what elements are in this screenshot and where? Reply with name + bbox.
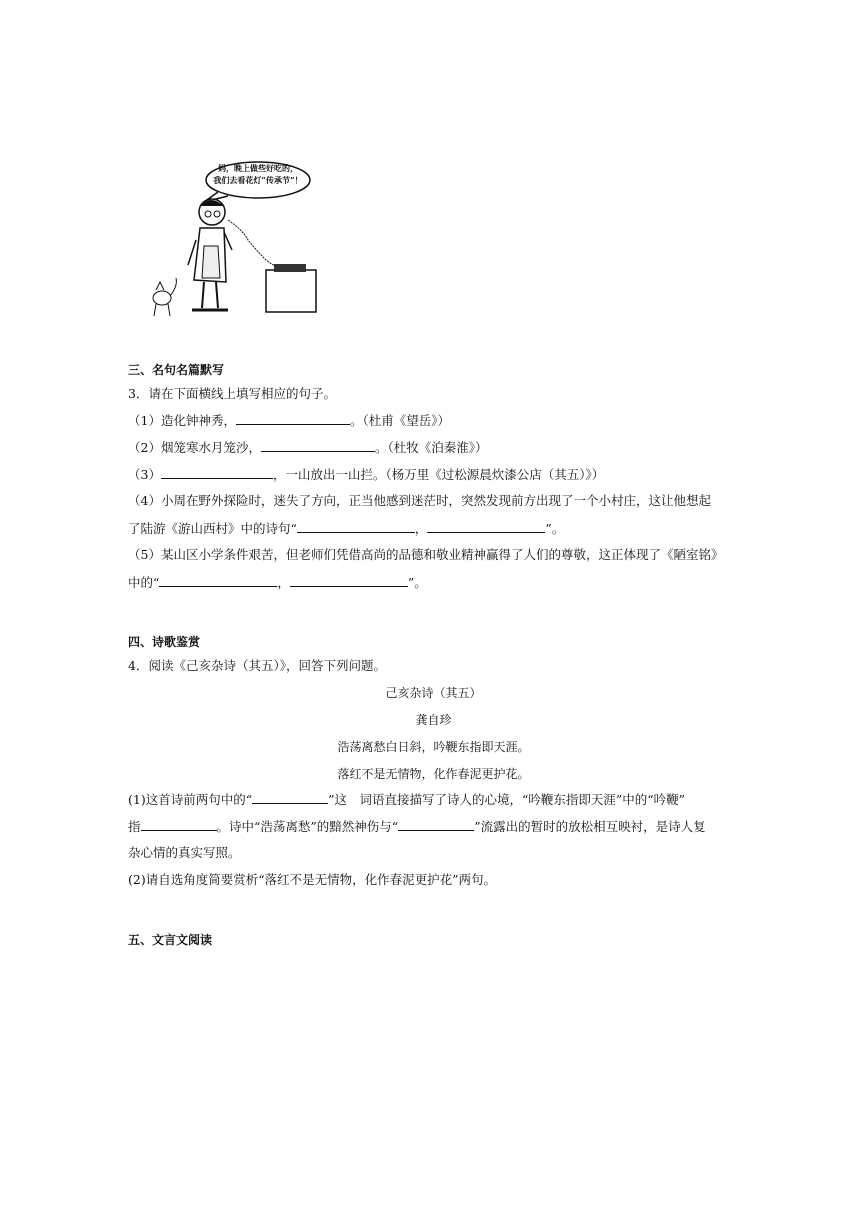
- speech-bubble: [208, 162, 308, 186]
- q3-5-suffix: ”。: [407, 575, 427, 590]
- poem-title: 己亥杂诗（其五）: [385, 686, 482, 700]
- q3-2-suffix: 。（杜牧《泊秦淮》）: [374, 440, 488, 455]
- q3-5-prefix: 中的“: [128, 575, 160, 590]
- q3-item-5-line2: [128, 574, 427, 591]
- bubble-line-1: 妈，晚上做些好吃的，: [218, 163, 298, 173]
- q3-5-sep: ，: [277, 575, 290, 590]
- q4-1-b: ”这 词语直接描写了诗人的心境，“吟鞭东指即天涯”中的“吟鞭”: [328, 792, 686, 807]
- q3-1-suffix: 。（杜甫《望岳》）: [349, 413, 450, 428]
- poem-line-2: 落红不是无情物，化作春泥更护花。: [337, 767, 530, 781]
- poem-line-1: 浩荡离愁白日斜，吟鞭东指即天涯。: [337, 740, 530, 754]
- q3-intro: 3．请在下面横线上填写相应的句子。: [128, 386, 336, 401]
- answer-blank[interactable]: [261, 439, 375, 452]
- q3-2-prefix: （2）烟笼寒水月笼沙，: [128, 440, 261, 455]
- q3-4-sep: ，: [414, 521, 428, 536]
- q3-4-suffix: ”。: [545, 521, 565, 536]
- q4-part1-line3: 杂心情的真实写照。: [128, 845, 241, 860]
- q3-item-4-line1: （4）小周在野外探险时，迷失了方向，正当他感到迷茫时，突然发现前方出现了一个小村庄，这让他想起: [128, 493, 711, 508]
- q4-1-d: 。诗中“浩荡离愁”的黯然神伤与“: [216, 819, 399, 834]
- q3-3-suffix: ，一山放出一山拦。（杨万里《过松源晨炊漆公店（其五）》）: [272, 467, 605, 482]
- q4-1-c: 指: [128, 819, 141, 834]
- answer-blank[interactable]: [252, 791, 328, 804]
- q4-1-a: (1)这首诗前两句中的“: [128, 792, 253, 807]
- section5-heading: 五、文言文阅读: [128, 933, 213, 947]
- answer-blank[interactable]: [161, 466, 273, 479]
- section4-heading: 四、诗歌鉴赏: [128, 635, 201, 649]
- answer-blank[interactable]: [141, 818, 217, 831]
- answer-blank[interactable]: [297, 520, 415, 533]
- q3-4-prefix: 了陆游《游山西村》中的诗句“: [128, 521, 297, 536]
- q4-part1-line2: [128, 818, 706, 835]
- poem-author: 龚自珍: [415, 713, 452, 727]
- answer-blank[interactable]: [398, 818, 474, 831]
- q4-1-e: ”流露出的暂时的放松相互映衬，是诗人复: [474, 819, 706, 834]
- q4-part1-line1: [128, 791, 685, 808]
- bubble-line-2: 我们去看花灯“传承节”！: [213, 175, 303, 185]
- q3-item-4-line2: [128, 520, 564, 537]
- q3-item-1: [128, 412, 450, 429]
- answer-blank[interactable]: [159, 574, 277, 587]
- q3-3-prefix: （3）: [128, 467, 161, 482]
- q3-1-prefix: （1）造化钟神秀，: [128, 413, 236, 428]
- answer-blank[interactable]: [290, 574, 408, 587]
- q4-intro: 4．阅读《己亥杂诗（其五）》，回答下列问题。: [128, 658, 386, 673]
- q4-part2: (2)请自选角度简要赏析“落红不是无情物，化作春泥更护花”两句。: [128, 872, 496, 887]
- section3-heading: 三、名句名篇默写: [128, 363, 225, 377]
- q3-item-5-line1: （5）某山区小学条件艰苦，但老师们凭借高尚的品德和敬业精神赢得了人们的尊敬，这正体现了《陋室铭》: [128, 547, 724, 562]
- answer-blank[interactable]: [236, 412, 350, 425]
- q3-item-3: [128, 466, 604, 483]
- answer-blank[interactable]: [427, 520, 545, 533]
- q3-item-2: [128, 439, 487, 456]
